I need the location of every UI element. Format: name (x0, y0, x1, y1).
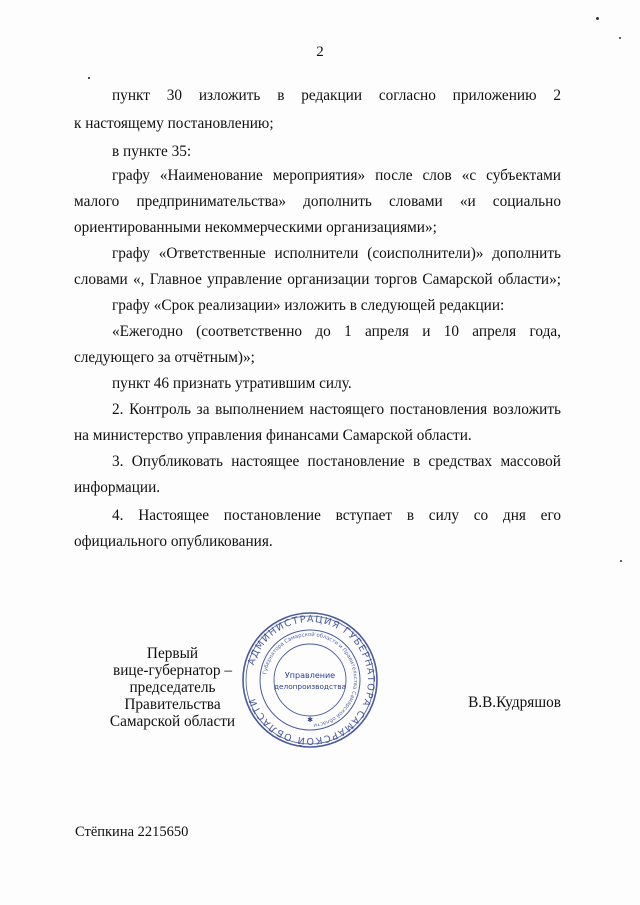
paragraph-line: графу «Ответственные исполнители (соисполнители)» дополнить (112, 245, 561, 262)
paragraph-line: графу «Срок реализации» изложить в следующей редакции: (112, 297, 505, 314)
paragraph-line: ориентированными некоммерческими организациями»; (74, 219, 437, 236)
paragraph-line: к настоящему постановлению; (74, 115, 274, 132)
paragraph-line: 4. Настоящее постановление вступает в силу со дня его (112, 507, 561, 524)
stamp-inner-text: Губернатора Самарской области и Правительства Самарской области (262, 631, 359, 728)
paragraph-line: малого предпринимательства» дополнить словами «и социально (74, 193, 561, 210)
paragraph-line: «Ежегодно (соответственно до 1 апреля и 10 апреля года, (112, 323, 561, 340)
stamp-star-icon: ✱ (307, 716, 313, 724)
paragraph-line: в пункте 35: (112, 143, 192, 160)
paragraph-line: пункт 46 признать утратившим силу. (112, 375, 352, 392)
paragraph-line: на министерство управления финансами Самарской области. (74, 427, 472, 444)
official-stamp (240, 610, 380, 750)
paragraph-line: 3. Опубликовать настоящее постановление в средствах массовой (112, 453, 561, 470)
paragraph-line: 2. Контроль за выполнением настоящего постановления возложить (112, 401, 561, 418)
paragraph-line: официального опубликования. (74, 533, 273, 550)
position-line: Самарской области (109, 713, 236, 730)
paragraph-line: пункт 30 изложить в редакции согласно приложению 2 (112, 87, 561, 104)
paragraph-line: графу «Наименование мероприятия» после слов «с субъектами (112, 167, 561, 184)
scan-speck (619, 37, 621, 39)
stamp-center-line2: делопроизводства (274, 682, 346, 691)
signatory-name: В.В.Кудряшов (468, 694, 561, 711)
paragraph-line: информации. (74, 479, 161, 496)
position-line: вице-губернатор – (112, 662, 233, 679)
signatory-position (80, 645, 265, 730)
executor-contact: Стёпкина 2215650 (75, 824, 189, 840)
page-number: 2 (316, 44, 324, 60)
stamp-center-line1: Управление (284, 671, 336, 680)
paragraph-line: словами «, Главное управление организации торгов Самарской области»; (74, 271, 561, 288)
position-line: Первый (146, 645, 199, 662)
paragraph-line: следующего за отчётным)»; (74, 349, 255, 366)
stamp-outer-text: АДМИНИСТРАЦИЯ ГУБЕРНАТОРА САМАРСКОЙ ОБЛАСТИ (246, 613, 377, 747)
scan-speck (88, 77, 90, 79)
scan-speck (620, 560, 622, 562)
scan-speck (596, 17, 599, 20)
position-line: председатель Правительства (124, 679, 221, 713)
